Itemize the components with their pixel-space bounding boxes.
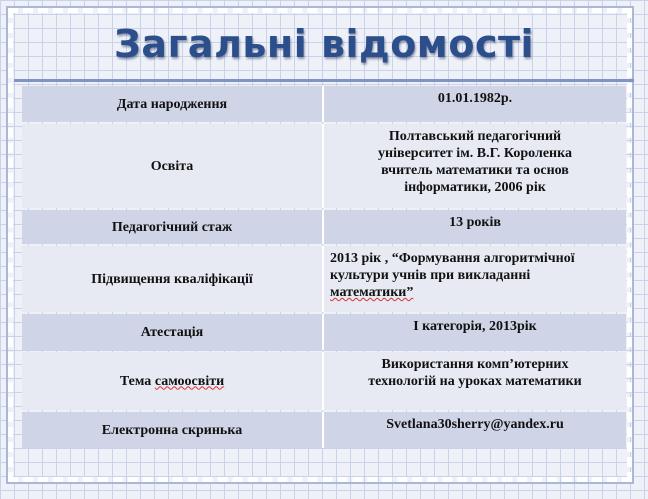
table-row-email: [22, 412, 626, 448]
label-self-education: Тема самоосвіти: [22, 352, 322, 410]
label-qualification: Підвищення кваліфікації: [22, 246, 322, 312]
label-experience: Педагогічний стаж: [22, 210, 322, 244]
slide-title: Загальні відомості: [113, 22, 535, 66]
table-row-birthdate: [22, 86, 626, 122]
label-birthdate: Дата народження: [22, 86, 322, 122]
label-education: Освіта: [22, 124, 322, 208]
value-education: Полтавський педагогічний університет ім. В.Г. Короленка вчитель математики та основ інформатики, 2006 рік: [322, 124, 626, 208]
table-row-self-education: [22, 352, 626, 410]
table-row-experience: [22, 210, 626, 244]
label-email: Електронна скринька: [22, 412, 322, 448]
value-email: Svetlana30sherry@yandex.ru: [322, 412, 626, 448]
value-birthdate: 01.01.1982р.: [322, 86, 626, 122]
table-row-attestation: [22, 314, 626, 350]
title-underline: [14, 79, 634, 82]
info-table: [22, 84, 626, 450]
value-qualification: 2013 рік , “Формування алгоритмічної культури учнів при викладанні математики”: [322, 246, 626, 312]
label-attestation: Атестація: [22, 314, 322, 350]
value-attestation: І категорія, 2013рік: [322, 314, 626, 350]
value-experience: 13 років: [322, 210, 626, 244]
value-self-education: Використання комп’ютерних технологій на уроках математики: [322, 352, 626, 410]
table-row-qualification: [22, 246, 626, 312]
table-row-education: [22, 124, 626, 208]
